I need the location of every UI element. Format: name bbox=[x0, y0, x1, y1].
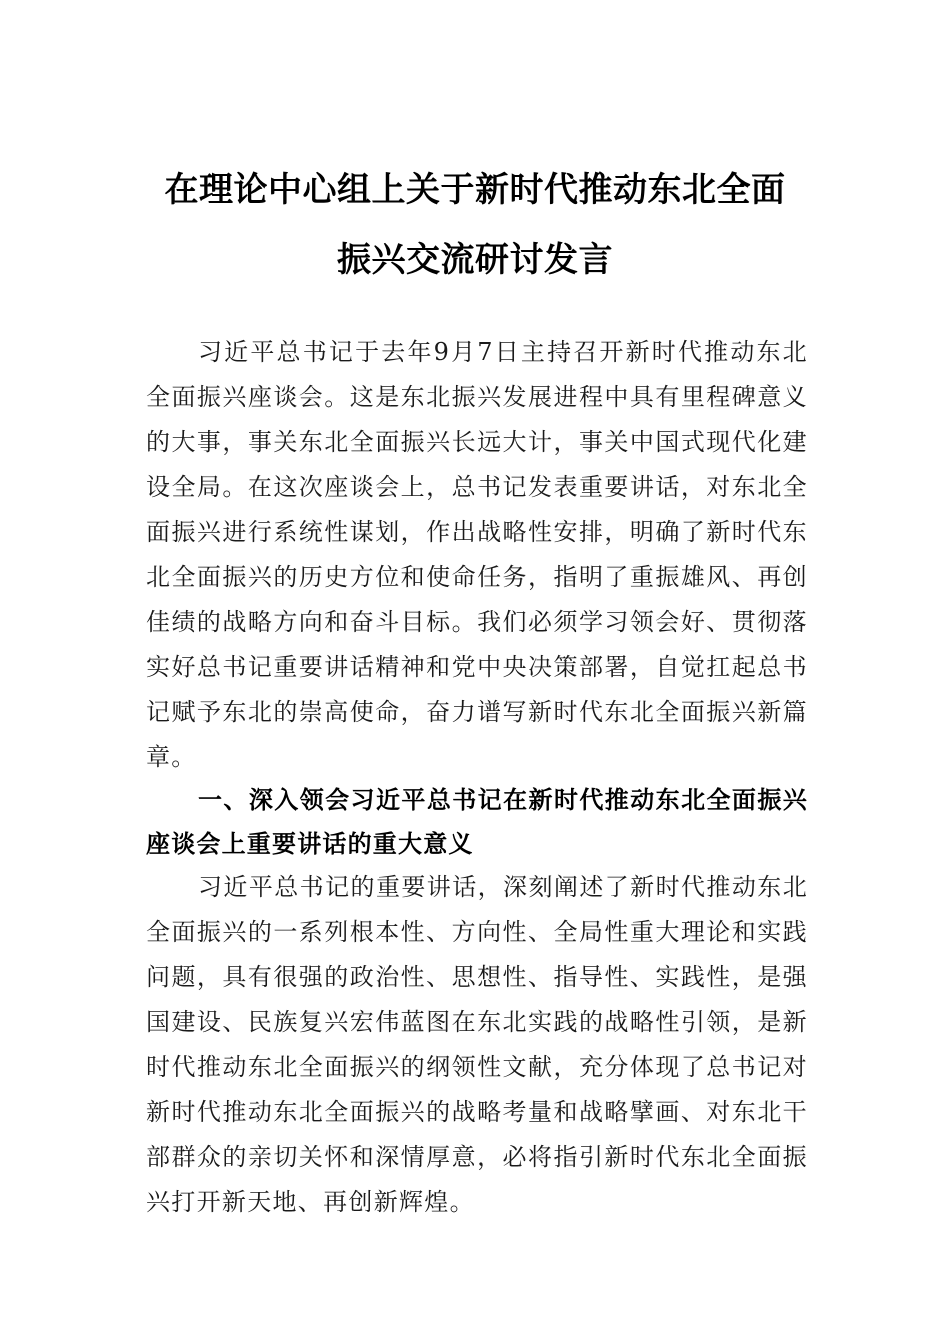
body-paragraph-1: 习近平总书记于去年9月7日主持召开新时代推动东北全面振兴座谈会。这是东北振兴发展进程中具有里程碑意义的大事，事关东北全面振兴长远大计，事关中国式现代化建设全局。在这次座谈会上，总书记发表重要讲话，对东北全面振兴进行系统性谋划，作出战略性安排，明确了新时代东北全面振兴的历史方位和使命任务，指明了重振雄风、再创佳绩的战略方向和奋斗目标。我们必须学习领会好、贯彻落实好总书记重要讲话精神和党中央决策部署，自觉扛起总书记赋予东北的崇高使命，奋力谱写新时代东北全面振兴新篇章。 bbox=[146, 338, 808, 771]
section-heading-1: 一、深入领会习近平总书记在新时代推动东北全面振兴座谈会上重要讲话的重大意义 bbox=[146, 786, 808, 858]
document-title-line-1: 在理论中心组上关于新时代推动东北全面 bbox=[164, 170, 786, 210]
body-paragraph-2: 习近平总书记的重要讲话，深刻阐述了新时代推动东北全面振兴的一系列根本性、方向性、全局性重大理论和实践问题，具有很强的政治性、思想性、指导性、实践性，是强国建设、民族复兴宏伟蓝图在东北实践的战略性引领，是新时代推动东北全面振兴的纲领性文献，充分体现了总书记对新时代推动东北全面振兴的战略考量和战略擘画、对东北干部群众的亲切关怀和深情厚意，必将指引新时代东北全面振兴打开新天地、再创新辉煌。 bbox=[146, 873, 808, 1216]
document-title-line-2: 振兴交流研讨发言 bbox=[337, 240, 613, 280]
